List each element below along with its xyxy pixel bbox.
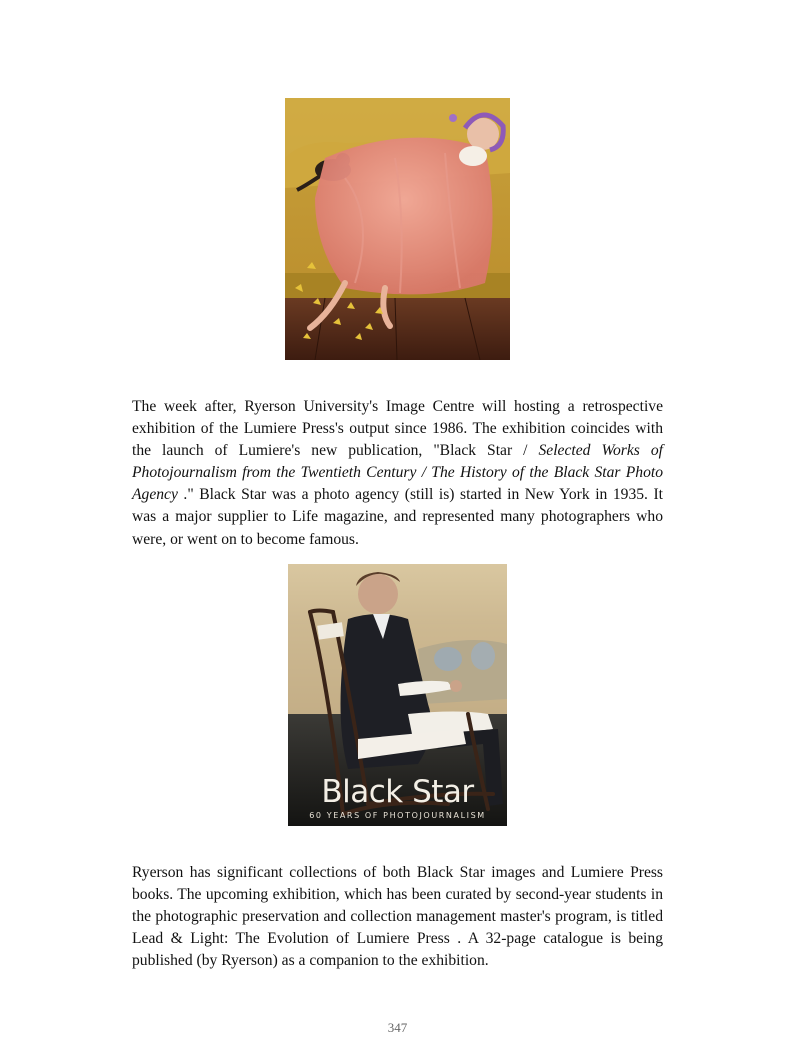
paragraph-black-star-intro (132, 396, 663, 551)
paragraph-ryerson-exhibition: Ryerson has significant collections of both Black Star images and Lumiere Press books. The upcoming exhibition, which has been curated by second-year students in the photographic preservation and collection management master's program, is titled Lead & Light: The Evolution of Lumiere Press . A 32-page catalogue is being published (by Ryerson) as a companion to the exhibition. (132, 864, 663, 970)
book-cover-title: Black Star (321, 774, 474, 810)
publication-title-italic: Selected Works of Photojournalism from the Twentieth Century / The History of the Black Star Photo Agency (132, 442, 663, 504)
photo-girl-on-sofa (285, 98, 510, 360)
black-star-book-cover (288, 564, 507, 826)
paragraph-text: ." Black Star was a photo agency (still is) started in New York in 1935. It was a major supplier to Life magazine, and represented many photographers who were, or went on to become famous. (132, 486, 663, 548)
page-number: 347 (387, 1020, 408, 1035)
paragraph-text: The week after, Ryerson University's Image Centre will hosting a retrospective exhibition of the Lumiere Press's output since 1986. The exhibition coincides with the launch of Lumiere's new publication, "Black Star / (132, 398, 663, 460)
photo-girl-on-sofa-image (285, 98, 510, 360)
book-cover-subtitle: 60 YEARS OF PHOTOJOURNALISM (309, 811, 486, 820)
